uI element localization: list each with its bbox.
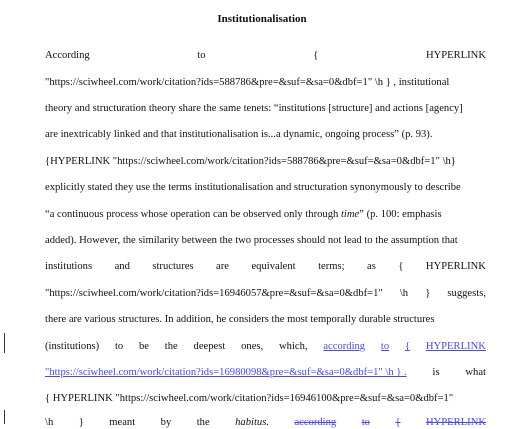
tracked-deletion[interactable]: according	[294, 417, 337, 428]
tracked-insertion[interactable]: according	[323, 341, 366, 352]
change-bar	[4, 333, 5, 353]
text-line	[45, 209, 486, 220]
text-run: meant	[109, 417, 136, 428]
text-run: }	[425, 288, 431, 299]
text-run: {	[313, 50, 319, 61]
page-title: Institutionalisation	[217, 13, 307, 25]
text-run: {HYPERLINK "https://sciwheel.com/work/citation?ids=588786&pre=&suf=&sa=0&dbf=1" \h}	[45, 156, 456, 167]
text-line	[45, 314, 486, 325]
text-run: HYPERLINK	[425, 261, 486, 272]
text-line	[45, 235, 486, 246]
text-run: the	[196, 417, 210, 428]
text-run: the	[164, 341, 178, 352]
text-run: are inextricably linked and that institutionalisation is...a dynamic, ongoing process” (p. 93).	[45, 129, 433, 140]
tracked-deletion[interactable]: to	[361, 417, 370, 428]
text-run: \h	[399, 288, 409, 299]
tracked-insertion[interactable]: HYPERLINK	[425, 341, 486, 352]
text-run: (institutions)	[45, 341, 100, 352]
emphasis-text: time	[340, 209, 360, 220]
tracked-deletion[interactable]: {	[395, 417, 401, 428]
text-run: by	[160, 417, 172, 428]
text-run: "https://sciwheel.com/work/citation?ids=588786&pre=&suf=&sa=0&dbf=1" \h } , institutional	[45, 77, 450, 88]
text-line	[45, 261, 486, 272]
text-run: "https://sciwheel.com/work/citation?ids=16946057&pre=&suf=&sa=0&dbf=1"	[45, 288, 383, 299]
tracked-insertion[interactable]: {	[404, 341, 411, 352]
text-run: According	[45, 50, 90, 61]
text-run: {	[398, 261, 404, 272]
text-run: to	[197, 50, 206, 61]
tracked-insertion[interactable]: "https://sciwheel.com/work/citation?ids=16980098&pre=&suf=&sa=0&dbf=1" \h } .	[45, 367, 407, 378]
text-run: what	[465, 367, 486, 378]
text-line	[45, 129, 486, 140]
tracked-deletion[interactable]: HYPERLINK	[425, 417, 486, 428]
text-line	[45, 77, 486, 88]
emphasis-text: habitus.	[235, 417, 269, 428]
text-run: there are various structures. In addition, he considers the most temporally durable structures	[45, 314, 435, 325]
text-line	[45, 417, 486, 428]
text-run: \h	[45, 417, 54, 428]
text-run: suggests,	[447, 288, 486, 299]
text-run: institutions	[45, 261, 93, 272]
text-line	[45, 393, 486, 404]
text-run: HYPERLINK	[425, 50, 486, 61]
text-run: to	[114, 341, 124, 352]
text-run: }	[78, 417, 84, 428]
text-line	[45, 182, 486, 193]
text-run: and	[114, 261, 130, 272]
tracked-insertion[interactable]: to	[380, 341, 390, 352]
text-run: { HYPERLINK "https://sciwheel.com/work/citation?ids=16946100&pre=&suf=&sa=0&dbf=1"	[45, 393, 454, 404]
text-line	[45, 50, 486, 61]
text-line	[45, 288, 486, 299]
text-run: ” (p. 100: emphasis	[359, 209, 442, 220]
text-run: are	[216, 261, 229, 272]
text-run: as	[367, 261, 376, 272]
text-run: “a continuous process whose operation can be observed only through	[45, 209, 341, 220]
text-line	[45, 103, 486, 114]
text-line	[45, 367, 486, 378]
text-line	[45, 341, 486, 352]
change-bar	[4, 410, 5, 424]
text-run: explicitly stated they use the terms institutionalisation and structuration synonymously to describe	[45, 182, 461, 193]
text-run: added). However, the similarity between the two processes should not lead to the assumption that	[45, 235, 458, 246]
text-run: deepest	[193, 341, 226, 352]
text-line	[45, 156, 486, 167]
text-run: ones,	[241, 341, 264, 352]
text-run: which,	[279, 341, 308, 352]
text-run: is	[432, 367, 440, 378]
text-run: theory and structuration theory share the same tenets: “institutions [structure] and actions [agency]	[45, 103, 463, 114]
text-run: terms;	[318, 261, 345, 272]
text-run: structures	[152, 261, 194, 272]
text-run: be	[139, 341, 149, 352]
text-run: equivalent	[251, 261, 296, 272]
